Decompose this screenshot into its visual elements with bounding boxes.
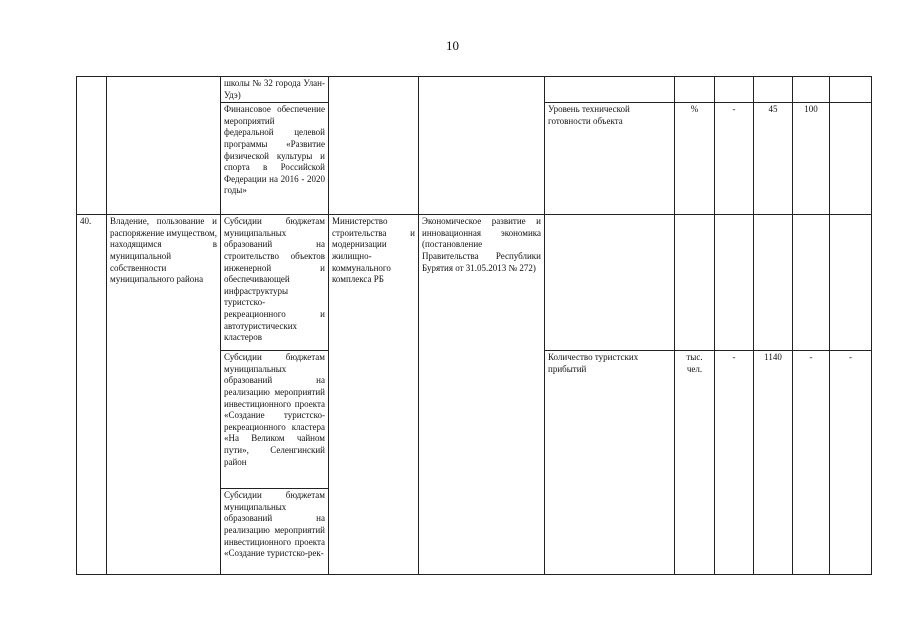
unit-cell: тыс. чел.	[675, 351, 715, 575]
value-cell	[715, 215, 754, 351]
ministry-cell	[329, 77, 419, 215]
value-cell	[754, 215, 793, 351]
subsidy-cell: Финансовое обеспечение мероприятий федеральной целевой программы «Развитие физической культуры и спорта в Российской Федерации на 2016 - 2020 годы»	[221, 103, 329, 215]
page-number: 10	[446, 38, 459, 53]
program-cell: Экономическое развитие и инновационная экономика (постановление Правительства Республики Бурятия от 31.05.2013 № 272)	[419, 215, 545, 575]
program-cell	[419, 77, 545, 215]
name-cell: Владение, пользование и распоряжение имуществом, находящимся в муниципальной собственности муниципального района	[107, 215, 221, 575]
value-cell: 100	[793, 103, 830, 215]
value-cell: -	[830, 351, 872, 575]
indicator-cell	[545, 215, 675, 351]
value-cell	[793, 77, 830, 103]
indicator-cell: Количество туристских прибытий	[545, 351, 675, 575]
table-row	[77, 215, 872, 351]
unit-cell: %	[675, 103, 715, 215]
value-cell	[715, 77, 754, 103]
value-cell: -	[793, 351, 830, 575]
ministry-cell: Министерство строительства и модернизации жилищно-коммунального комплекса РБ	[329, 215, 419, 575]
value-cell	[830, 103, 872, 215]
num-cell: 40.	[77, 215, 107, 575]
indicator-cell	[545, 77, 675, 103]
value-cell: 45	[754, 103, 793, 215]
value-cell	[793, 215, 830, 351]
name-cell	[107, 77, 221, 215]
value-cell: -	[715, 351, 754, 575]
value-cell	[830, 77, 872, 103]
unit-cell	[675, 215, 715, 351]
value-cell	[830, 215, 872, 351]
subsidy-cell: школы № 32 города Улан-Удэ)	[221, 77, 329, 103]
num-cell	[77, 77, 107, 215]
value-cell: -	[715, 103, 754, 215]
value-cell: 1140	[754, 351, 793, 575]
value-cell	[754, 77, 793, 103]
unit-cell	[675, 77, 715, 103]
subsidy-cell: Субсидии бюджетам муниципальных образований на реализацию мероприятий инвестиционного проекта «Создание туристско-рек-	[221, 489, 329, 575]
subsidy-cell: Субсидии бюджетам муниципальных образований на реализацию мероприятий инвестиционного проекта «Создание туристско-рекреационного кластера «На Великом чайном пути», Селенгинский район	[221, 351, 329, 489]
program-table	[76, 76, 872, 575]
table-row	[77, 77, 872, 103]
indicator-cell: Уровень технической готовности объекта	[545, 103, 675, 215]
subsidy-cell: Субсидии бюджетам муниципальных образований на строительство объектов инженерной и обеспечивающей инфраструктуры туристско-рекреационного и автотуристических кластеров	[221, 215, 329, 351]
